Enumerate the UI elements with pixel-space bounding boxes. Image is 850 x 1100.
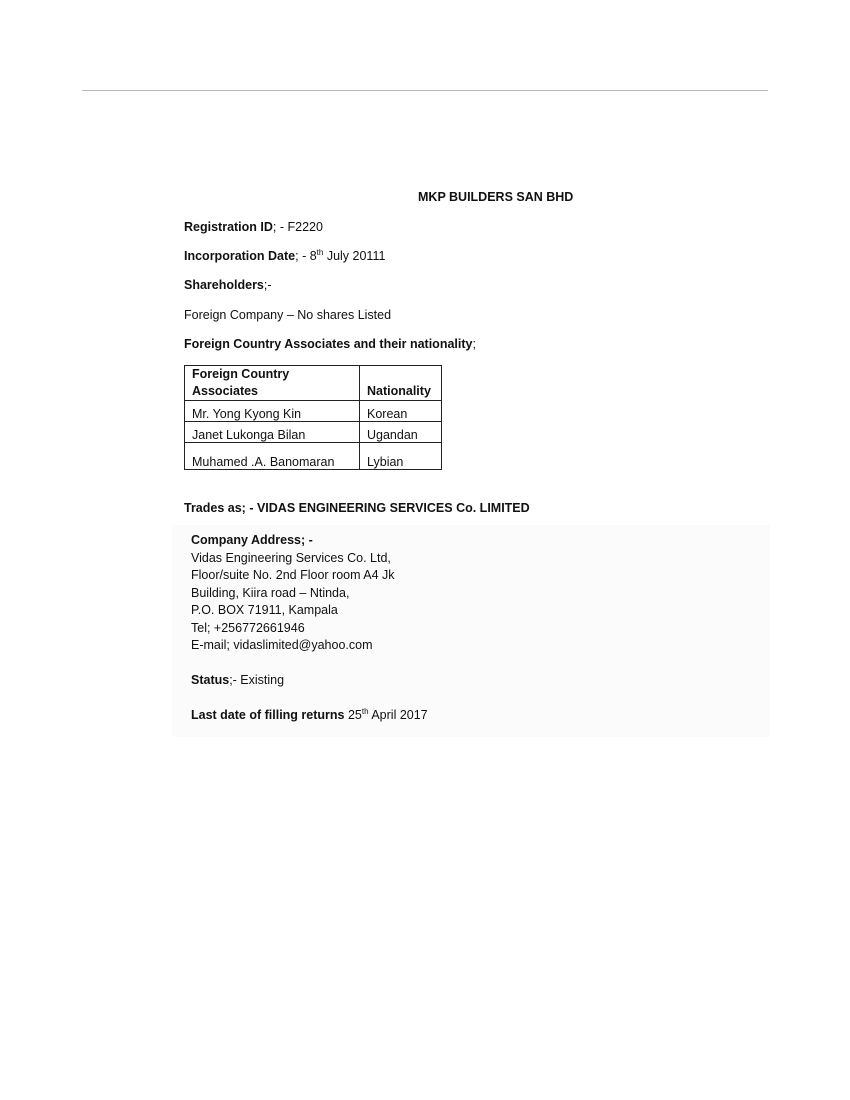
incorporation-line	[184, 249, 385, 263]
incorporation-day-suffix: th	[316, 247, 324, 257]
company-address	[191, 532, 395, 655]
address-label: Company Address; -	[191, 533, 313, 547]
address-line: Building, Kiira road – Ntinda,	[191, 585, 350, 600]
associates-heading-label: Foreign Country Associates and their nationality	[184, 337, 473, 351]
table-row	[185, 443, 442, 470]
table-header-row	[185, 366, 442, 401]
last-filing-day: 25	[344, 708, 362, 722]
associates-table	[184, 365, 442, 470]
last-filing-day-suffix: th	[361, 706, 369, 716]
registration-value: ; - F2220	[272, 220, 323, 234]
shareholders-line	[184, 278, 272, 292]
status-line	[191, 673, 284, 687]
registration-label: Registration ID	[184, 220, 273, 234]
registration-line	[184, 220, 323, 234]
associates-heading-suffix: ;	[472, 337, 476, 351]
shareholders-suffix: ;-	[263, 278, 272, 292]
associate-name: Muhamed .A. Banomaran	[185, 443, 360, 470]
status-value: ;- Existing	[229, 673, 285, 687]
address-line: Vidas Engineering Services Co. Ltd,	[191, 550, 391, 565]
last-filing-line	[191, 708, 428, 722]
shareholders-value: Foreign Company – No shares Listed	[184, 308, 392, 322]
table-row	[185, 401, 442, 422]
last-filing-month-year: April 2017	[368, 708, 428, 722]
last-filing-label: Last date of filling returns	[191, 708, 345, 722]
associate-name: Janet Lukonga Bilan	[185, 422, 360, 443]
table-header-associates: Foreign Country Associates	[185, 366, 360, 401]
incorporation-month-year: July 20111	[323, 249, 386, 263]
incorporation-day: ; - 8	[295, 249, 317, 263]
header-rule	[82, 90, 768, 91]
associate-nationality: Korean	[360, 401, 442, 422]
shareholders-label: Shareholders	[184, 278, 264, 292]
address-email: E-mail; vidaslimited@yahoo.com	[191, 638, 373, 652]
trades-as-line	[184, 501, 530, 515]
table-header-nationality: Nationality	[360, 366, 442, 401]
incorporation-label: Incorporation Date	[184, 249, 296, 263]
company-title: MKP BUILDERS SAN BHD	[418, 190, 574, 204]
associate-name: Mr. Yong Kyong Kin	[185, 401, 360, 422]
associate-nationality: Ugandan	[360, 422, 442, 443]
trades-as-label: Trades as; - VIDAS ENGINEERING SERVICES Co. LIMITED	[184, 501, 530, 515]
status-label: Status	[191, 673, 230, 687]
address-phone: Tel; +256772661946	[191, 620, 305, 635]
table-row	[185, 422, 442, 443]
associate-nationality: Lybian	[360, 443, 442, 470]
address-line: Floor/suite No. 2nd Floor room A4 Jk	[191, 568, 395, 582]
associates-heading	[184, 337, 476, 351]
address-line: P.O. BOX 71911, Kampala	[191, 603, 338, 617]
